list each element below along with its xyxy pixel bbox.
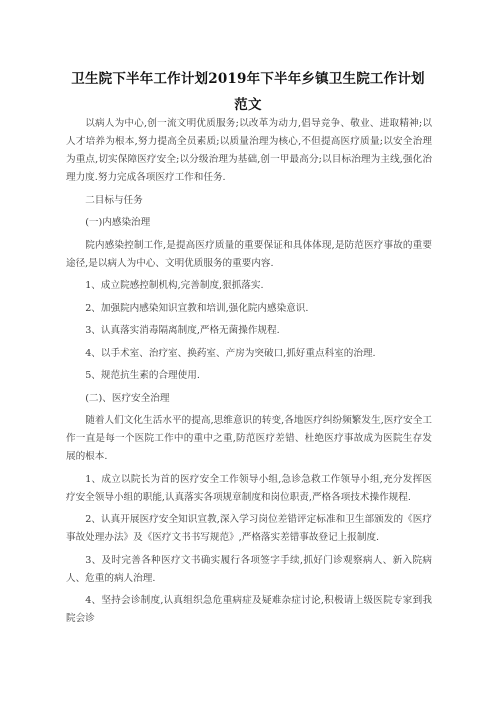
body-paragraph: 随着人们文化生活水平的提高,思维意识的转变,各地医疗纠纷频繁发生,医疗安全工作一直是每一个医院工作中的重中之重,防范医疗差错、杜绝医疗事故成为医院生存发展的根本. <box>66 415 432 462</box>
list-item: 4、以手术室、治疗室、换药室、产房为突破口,抓好重点科室的治理. <box>85 347 376 359</box>
list-item: 3、及时完善各种医疗文书确实履行各项签字手续,抓好门诊观察病人、新入院病人、危重的病人治理. <box>66 554 432 584</box>
subsection-heading: (一)内感染治理 <box>85 217 151 228</box>
list-item: 3、认真落实消毒隔离制度,严格无菌操作规程. <box>85 325 280 336</box>
body-paragraph: 院内感染控制工作,是提高医疗质量的重要保证和具体体现,是防范医疗事故的重要途径,是以病人为中心、文明优质服务的重要内容. <box>66 239 432 269</box>
body-paragraph: 以病人为中心,创一流文明优质服务;以改革为动力,倡导竞争、敬业、进取精神;以人才培养为根本,努力提高全员素质;以质量治理为核心,不但提高医疗质量;以安全治理为重点,切实保障医疗安全;以分级治理为基础,创一甲最高分;以目标治理为主线,强化治理力度.努力完成各项医疗工作和任务. <box>66 118 432 183</box>
list-item: 2、加强院内感染知识宣教和培训,强化院内感染意识. <box>85 302 309 314</box>
list-item: 4、坚持会诊制度,认真组织急危重病症及疑难杂症讨论,积极请上级医院专家到我院会诊 <box>66 595 432 624</box>
document-title: 卫生院下半年工作计划2019年下半年乡镇卫生院工作计划 <box>71 71 425 87</box>
list-item: 2、认真开展医疗安全知识宣教,深入学习岗位差错评定标准和卫生部颁发的《医疗事故处理办法》及《医疗文书书写规范》,严格落实差错事故登记上报制度. <box>66 514 432 543</box>
list-item: 1、成立以院长为首的医疗安全工作领导小组,急诊急救工作领导小组,充分发挥医疗安全领导小组的职能,认真落实各项规章制度和岗位职责,严格各项技术操作规程. <box>66 473 432 503</box>
subsection-heading: (二)、医疗安全治理 <box>85 392 170 404</box>
section-heading: 二目标与任务 <box>85 194 143 206</box>
document-title-continuation: 范文 <box>234 97 262 113</box>
list-item: 1、成立院感控制机构,完善制度,狠抓落实. <box>85 280 264 291</box>
document-body <box>66 115 432 633</box>
list-item: 5、规范抗生素的合理使用. <box>85 370 200 381</box>
